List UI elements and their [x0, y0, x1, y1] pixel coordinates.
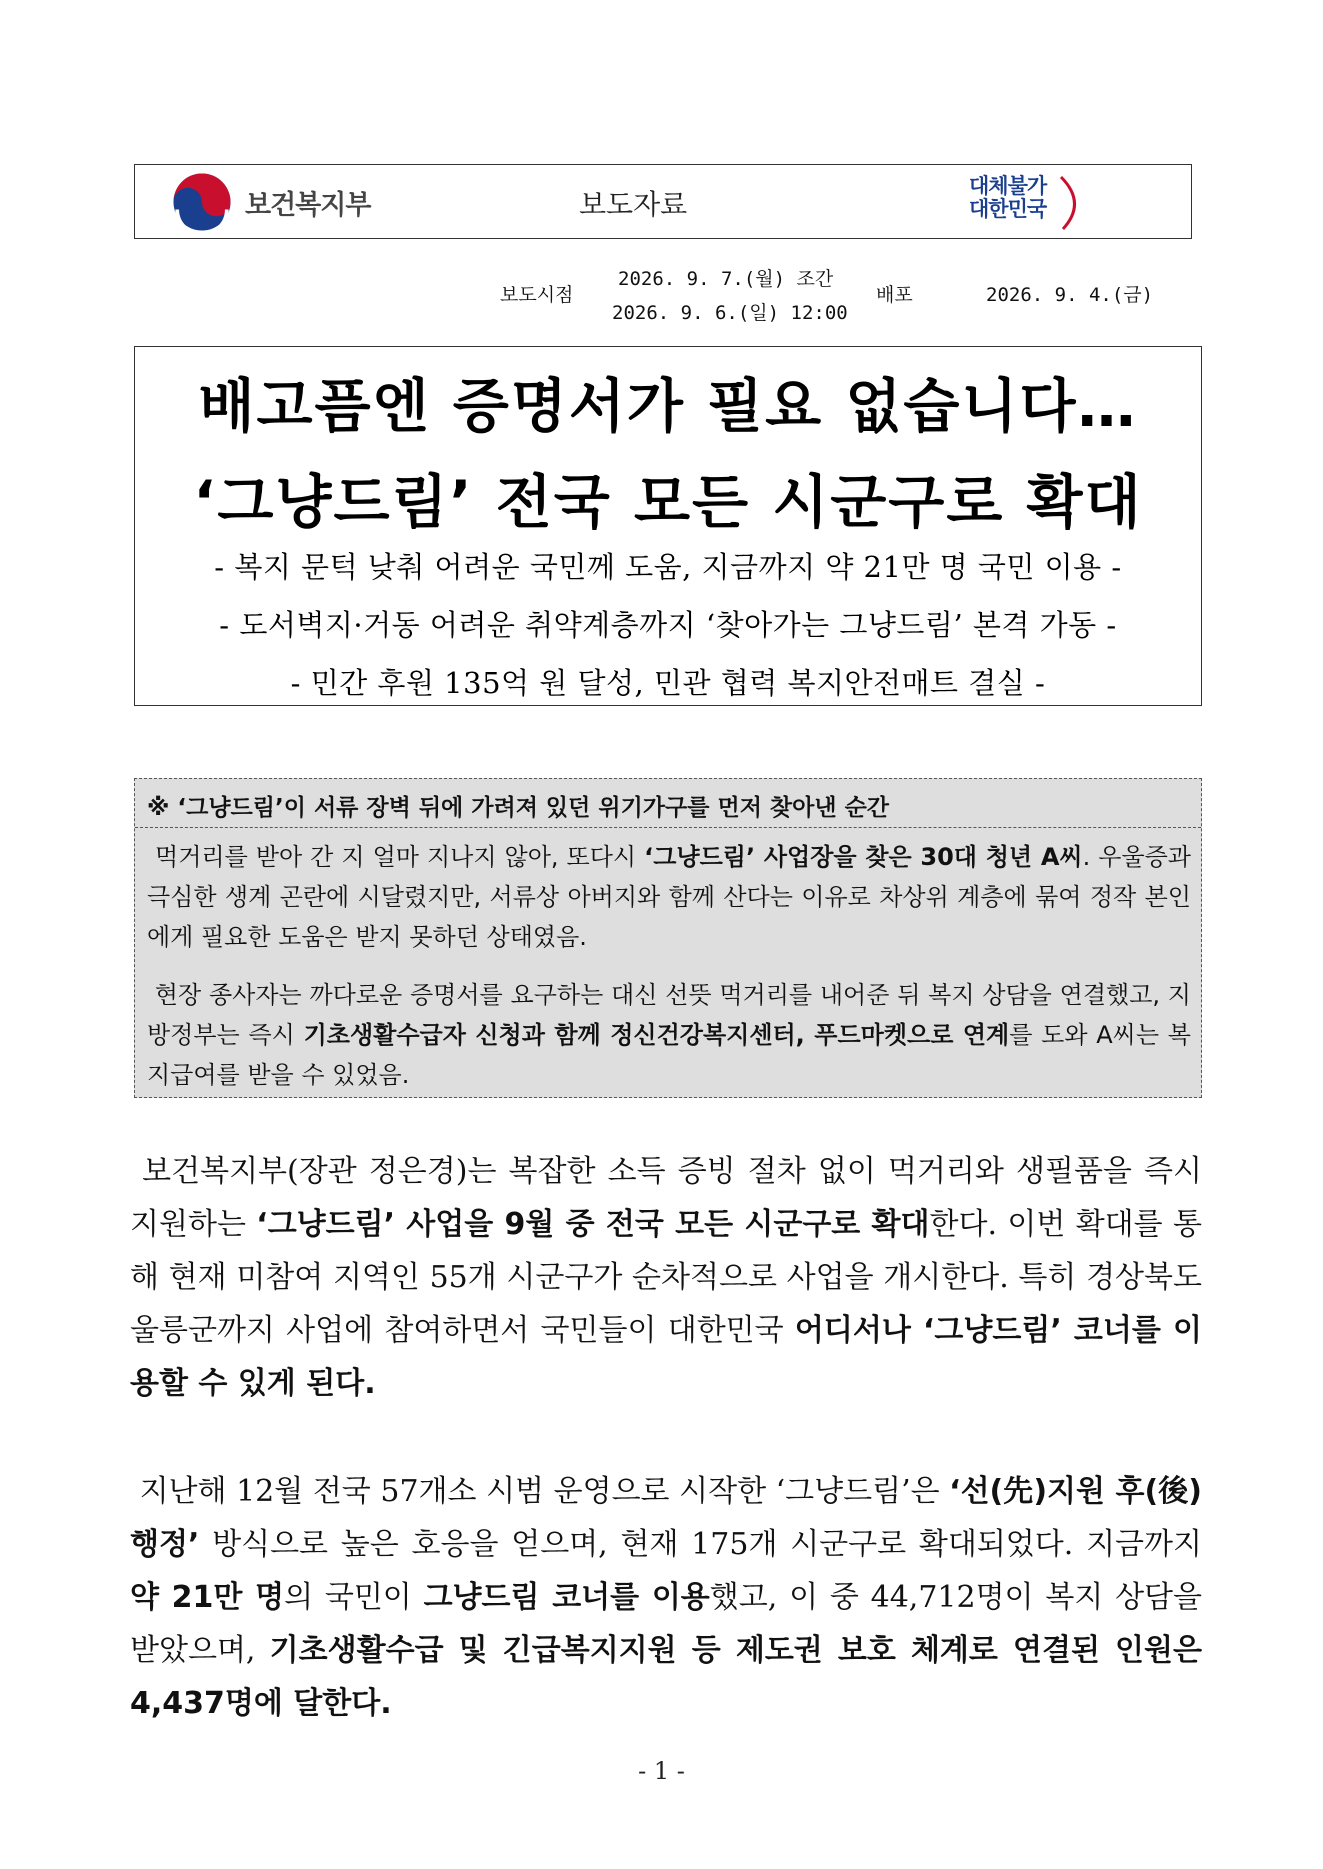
case-study-title: ※ ‘그냥드림’이 서류 장벽 뒤에 가려져 있던 위기가구를 먼저 찾아낸 순간 [147, 795, 890, 821]
header-box [134, 164, 1192, 239]
case-paragraph-2: 현장 종사자는 까다로운 증명서를 요구하는 대신 선뜻 먹거리를 내어준 뒤 복지 상담을 연결했고, 지방정부는 즉시 기초생활수급자 신청과 함께 정신건강복지센터, 푸드마켓으로 연계를 도와 A씨는 복지급여를 받을 수 있었음. [147, 981, 1191, 1089]
slogan-line-2: 대한민국 [969, 197, 1047, 221]
case-divider [135, 827, 1201, 828]
embargo-date-morning: 2026. 9. 7.(월) 조간 [618, 268, 834, 290]
page-number: - 1 - [638, 1757, 685, 1785]
ministry-logo [171, 173, 370, 231]
subheadline-1: - 복지 문턱 낮춰 어려운 국민께 도움, 지금까지 약 21만 명 국민 이용 - [214, 550, 1122, 584]
headline-line-2: ‘그냥드림’ 전국 모든 시군구로 확대 [193, 468, 1143, 536]
subheadline-3: - 민간 후원 135억 원 달성, 민관 협력 복지안전매트 결실 - [290, 666, 1046, 700]
embargo-label: 보도시점 [500, 284, 574, 306]
ministry-name: 보건복지부 [245, 189, 371, 221]
distribution-date: 2026. 9. 4.(금) [986, 284, 1154, 306]
subheadline-2: - 도서벽지·거동 어려운 취약계층까지 ‘찾아가는 그냥드림’ 본격 가동 - [219, 608, 1117, 642]
case-paragraph-1: 먹거리를 받아 간 지 얼마 지나지 않아, 또다시 ‘그냥드림’ 사업장을 찾은 30대 청년 A씨. 우울증과 극심한 생계 곤란에 시달렸지만, 서류상 아버지와 함께 산다는 이유로 차상위 계층에 묶여 정작 본인에게 필요한 도움은 받지 못하던 상태였음. [147, 843, 1191, 951]
headline-line-1: 배고픔엔 증명서가 필요 없습니다… [198, 372, 1138, 440]
embargo-date-online: 2026. 9. 6.(일) 12:00 [612, 302, 848, 324]
slogan-arc-icon [1057, 173, 1087, 233]
doc-type-label: 보도자료 [579, 188, 688, 221]
body-paragraph-2: 지난해 12월 전국 57개소 시범 운영으로 시작한 ‘그냥드림’은 ‘선(先)지원 후(後)행정’ 방식으로 높은 호응을 얻으며, 현재 175개 시군구로 확대되었다. 지금까지 약 21만 명의 국민이 그냥드림 코너를 이용했고, 이 중 44,712명이 복지 상담을 받았으며, 기초생활수급 및 긴급복지지원 등 제도권 보호 체계로 연결된 인원은 4,437명에 달한다. [130, 1474, 1203, 1721]
taegeuk-logo-icon [171, 171, 233, 233]
distribution-label: 배포 [876, 284, 913, 306]
body-paragraph-1: 보건복지부(장관 정은경)는 복잡한 소득 증빙 절차 없이 먹거리와 생필품을 즉시 지원하는 ‘그냥드림’ 사업을 9월 중 전국 모든 시군구로 확대한다. 이번 확대를 통해 현재 미참여 지역인 55개 시군구가 순차적으로 사업을 개시한다. 특히 경상북도 울릉군까지 사업에 참여하면서 국민들이 대한민국 어디서나 ‘그냥드림’ 코너를 이용할 수 있게 된다. [130, 1154, 1202, 1401]
slogan-line-1: 대체불가 [969, 174, 1047, 198]
case-study-box [134, 778, 1202, 1098]
title-box [134, 346, 1202, 706]
slogan-logo [969, 175, 1079, 233]
release-info [0, 258, 1323, 328]
